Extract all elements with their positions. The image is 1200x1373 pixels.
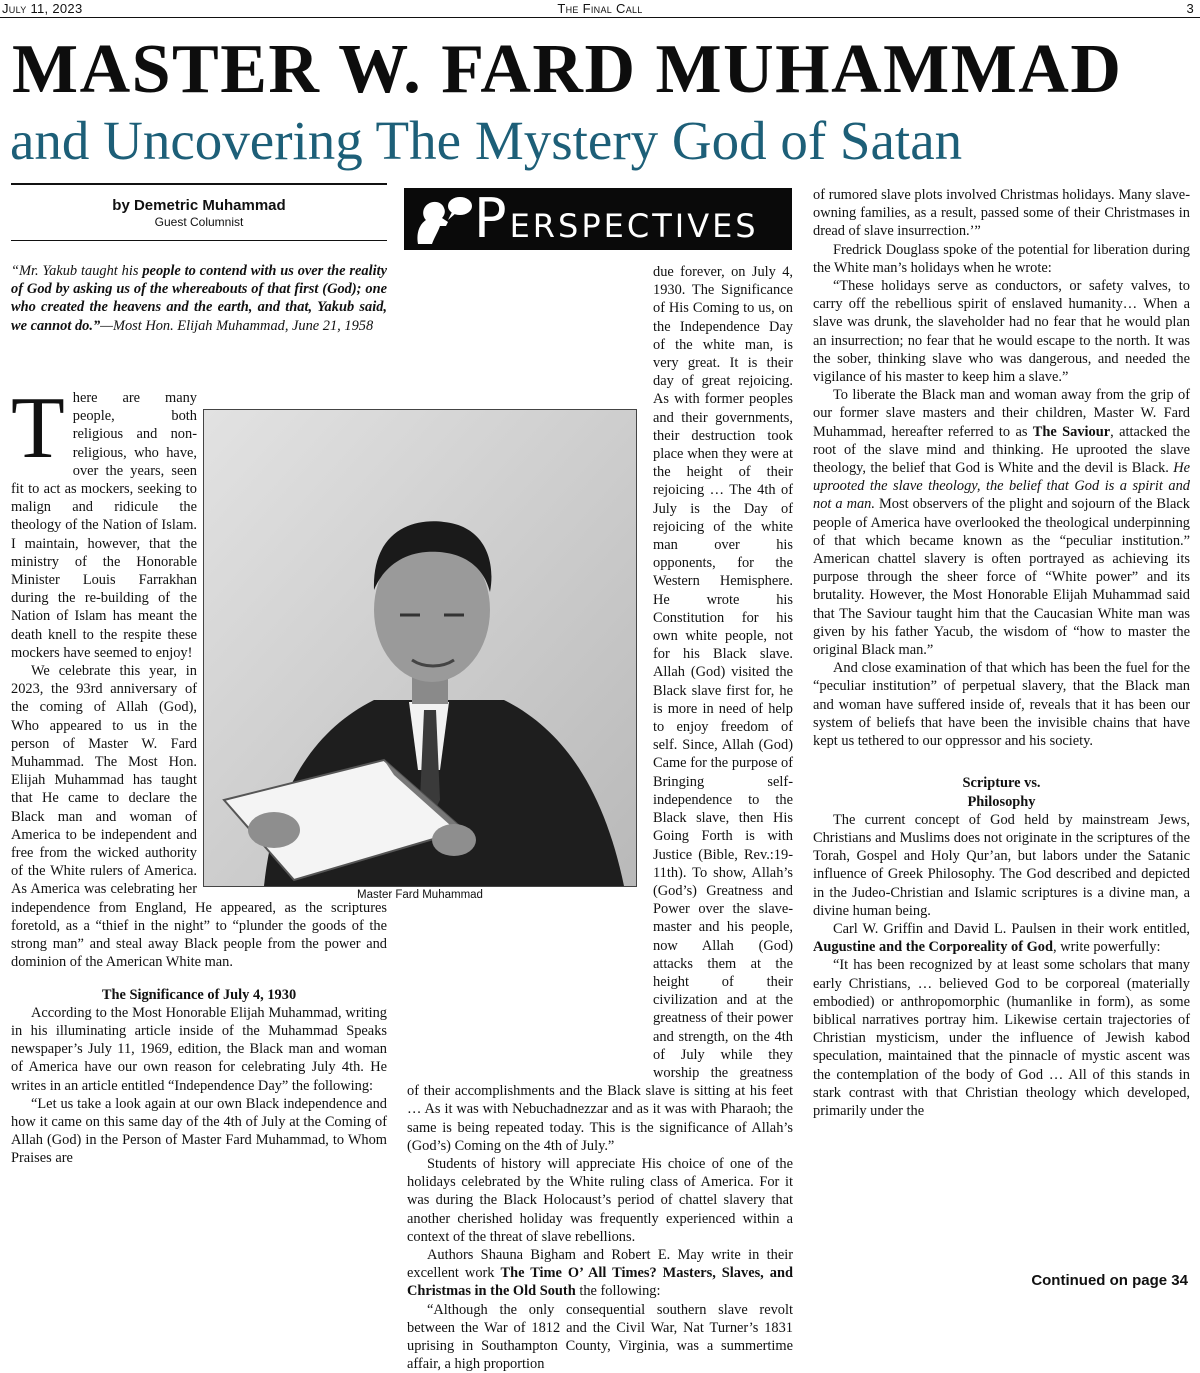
subheadline: and Uncovering The Mystery God of Satan [10,110,963,171]
author-role: Guest Columnist [154,215,244,229]
paragraph: of rumored slave plots involved Christmas holidays. Many slave-owning families, as a result, passed some of their Christmases in dread of slave insurrection.’” [813,187,1190,240]
headline: MASTER W. FARD MUHAMMAD [12,31,1123,108]
paragraph: “It has been recognized by at least some scholars that many early Christians, … believed God to be corporeal (materially embodied) or anthropomorphic (humanlike in form), as some biblical narratives portray him. Likewise certain trajectories of Christian mysticism, under the influence of Jewish kabod speculation, maintained that the pinnacle of mystic ascent was the contemplation of the body of God … All of this stands in stark contrast with that Christian theology which developed, primarily under the [813,957,1190,1119]
perspectives-banner [404,188,792,250]
paragraph: “Let us take a look again at our own Black independence and how it came on this same day of the 4th of July at the Coming of Allah (God) in the Person of Master Fard Muhammad, to Whom Praises are [11,1095,387,1167]
paragraph: due forever, on July 4, 1930. The Significance of His Coming to us, on the Independence Day of the white man, is very great. It is their day of great rejoicing. As with former peoples and their governments, their destruction took place when they were at the height of their rejoicing … The 4th of July is the Day of rejoicing of the white man over his opponents, for the Western Hemisphere. He wrote his Constitution for his own white people, not for his Black slave. Allah (God) visited the Black slave first for, he is more in need of help to enjoy freedom of self. Since, Allah (God) Came for the purpose of Bringing self-independence to the Black slave, then His Going Forth is with Justice (Bible, Rev.:19-11th). To show, Allah’s (God’s) Greatness and Power over the slave-master and his people, now Allah (God) attacks them at the height of their civilization and at the greatness of their power and strength, on the 4th of July while they worship the greatness of their accomplishments and the Black slave is sitting at his feet … As it was with Nebuchadnezzar and as it was with Pharaoh; the same is being repeated today. This is the significance of Allah’s (God’s) Coming on the 4th of July.” [407,264,793,1154]
paragraph: And close examination of that which has been the fuel for the “peculiar institution” of perpetual slavery, that the Black man and woman have suffered inside of, reveals that it has been our system of beliefs that have been the invisible chains that have kept us tethered to our oppressor and his society. [813,660,1190,750]
issue-date: July 11, 2023 [2,1,83,16]
paragraph: “Although the only consequential southern slave revolt between the War of 1812 and the Civil War, Nat Turner’s 1831 uprising in Southampton County, Virginia, was a summertime affair, a high proportion [407,1301,793,1373]
portrait-photo [203,409,637,887]
author-byline: by Demetric Muhammad [112,197,286,214]
paragraph: Fredrick Douglass spoke of the potential for liberation during the White man’s holidays when he wrote: [813,241,1190,276]
photo-caption: Master Fard Muhammad [357,889,483,901]
column-3 [813,186,1190,1120]
opening-paragraph: There are many people, both religious and non-religious, who have, over the years, seen fit to act as mockers, seeking to malign and ridicule the theology of the Nation of Islam. I maintain, however, that the ministry of the Honorable Minister Louis Farrakhan during the re-building of the Nation of Islam has meant the death knell to the respite these mockers have seemed to enjoy! [11,380,197,661]
paragraph: Carl W. Griffin and David L. Paulsen in their work entitled, Augustine and the Corporeality of God, write powerfully: [813,920,1190,956]
banner-title: PERSPECTIVES [474,187,759,250]
paragraph: To liberate the Black man and woman away from the grip of our former slave masters and their children, Master W. Fard Muhammad, hereafter referred to as The Saviour, attacked the root of the slave mind and thinking. He uprooted the slave theology, the belief that God is White and the devil is Black. He uprooted the slave theology, the belief that God is a spirit and not a man. Most observers of the plight and sojourn of the Black people of America have overlooked the theological underpinning of that which became known as the “peculiar institution.” American chattel slavery is often portrayed as achieving its purpose through the sheer force of “White power” and its brutality. However, the Most Honorable Elijah Muhammad said that The Saviour taught him that the Caucasian White man was given by his father Yacub, the wisdom of “how to master the original Black man.” [813,387,1190,659]
section-heading: Philosophy [967,793,1036,810]
paragraph: The current concept of God held by mainstream Jews, Christians and Muslims does not originate in the scriptures of the Torah, Gospel and Holy Qur’an, but labors under the Satanic influence of Greek Philosophy. The God described and depicted in the Judeo-Christian and Islamic scriptures is a divine man, a divine human being. [813,811,1190,919]
byline-box [11,183,387,241]
folio-bar [0,0,1200,18]
speaker-silhouette-icon [410,192,474,246]
newspaper-name: The Final Call [557,1,643,16]
page-number: 3 [1186,1,1194,16]
paragraph: We celebrate this year, in 2023, the 93rd anniversary of the coming of Allah (God), Who appeared to us in the person of Master W. Fard Muhammad. The Most Hon. Elijah Muhammad has taught that He came to declare the Black man and woman of America to be independent and free from the wicked authority of the White rulers of America. As America was celebrating her independence from England, He appeared, as the scriptures foretold, as a “thief in the night” to “plunder the goods of the strong man” and steal away Black people from the power and dominion of the American White man. [11,663,387,971]
section-heading: The Significance of July 4, 1930 [101,986,297,1003]
continued-link[interactable]: Continued on page 34 [1031,1272,1188,1289]
section-heading: Scripture vs. [962,775,1041,792]
drop-cap: T [11,380,65,477]
paragraph: Students of history will appreciate His choice of one of the holidays celebrated by the White ruling class of America. For it was during the Black Holocaust’s period of chattel slavery that another cherished holiday was frequently experienced within a context of the threat of slave rebellions. [407,1155,793,1245]
paragraph: Authors Shauna Bigham and Robert E. May write in their excellent work The Time O’ All Times? Masters, Slaves, and Christmas in the Old South the following: [407,1246,793,1300]
paragraph: According to the Most Honorable Elijah Muhammad, writing in his illuminating article inside of the Muhammad Speaks newspaper’s July 11, 1969, edition, the Black man and woman of America have our own reason for celebrating July 4th. He writes in an article entitled “Independence Day” the following: [11,1004,387,1094]
paragraph: “These holidays serve as conductors, or safety valves, to carry off the rebellious spirit of enslaved humanity… When a slave was drunk, the slaveholder had no fear that he would plan an insurrection; no fear that he would escape to the north. It was the sober, thinking slave who was dangerous, and needed the vigilance of his master to keep him a slave.” [813,278,1190,386]
portrait-image [204,410,636,886]
epigraph: “Mr. Yakub taught his people to contend with us over the reality of God by asking us of the whereabouts of that first (God); one who created the heavens and the earth, and that, Yakub said, we cannot do.”—Most Hon. Elijah Muhammad, June 21, 1958 [11,263,387,334]
